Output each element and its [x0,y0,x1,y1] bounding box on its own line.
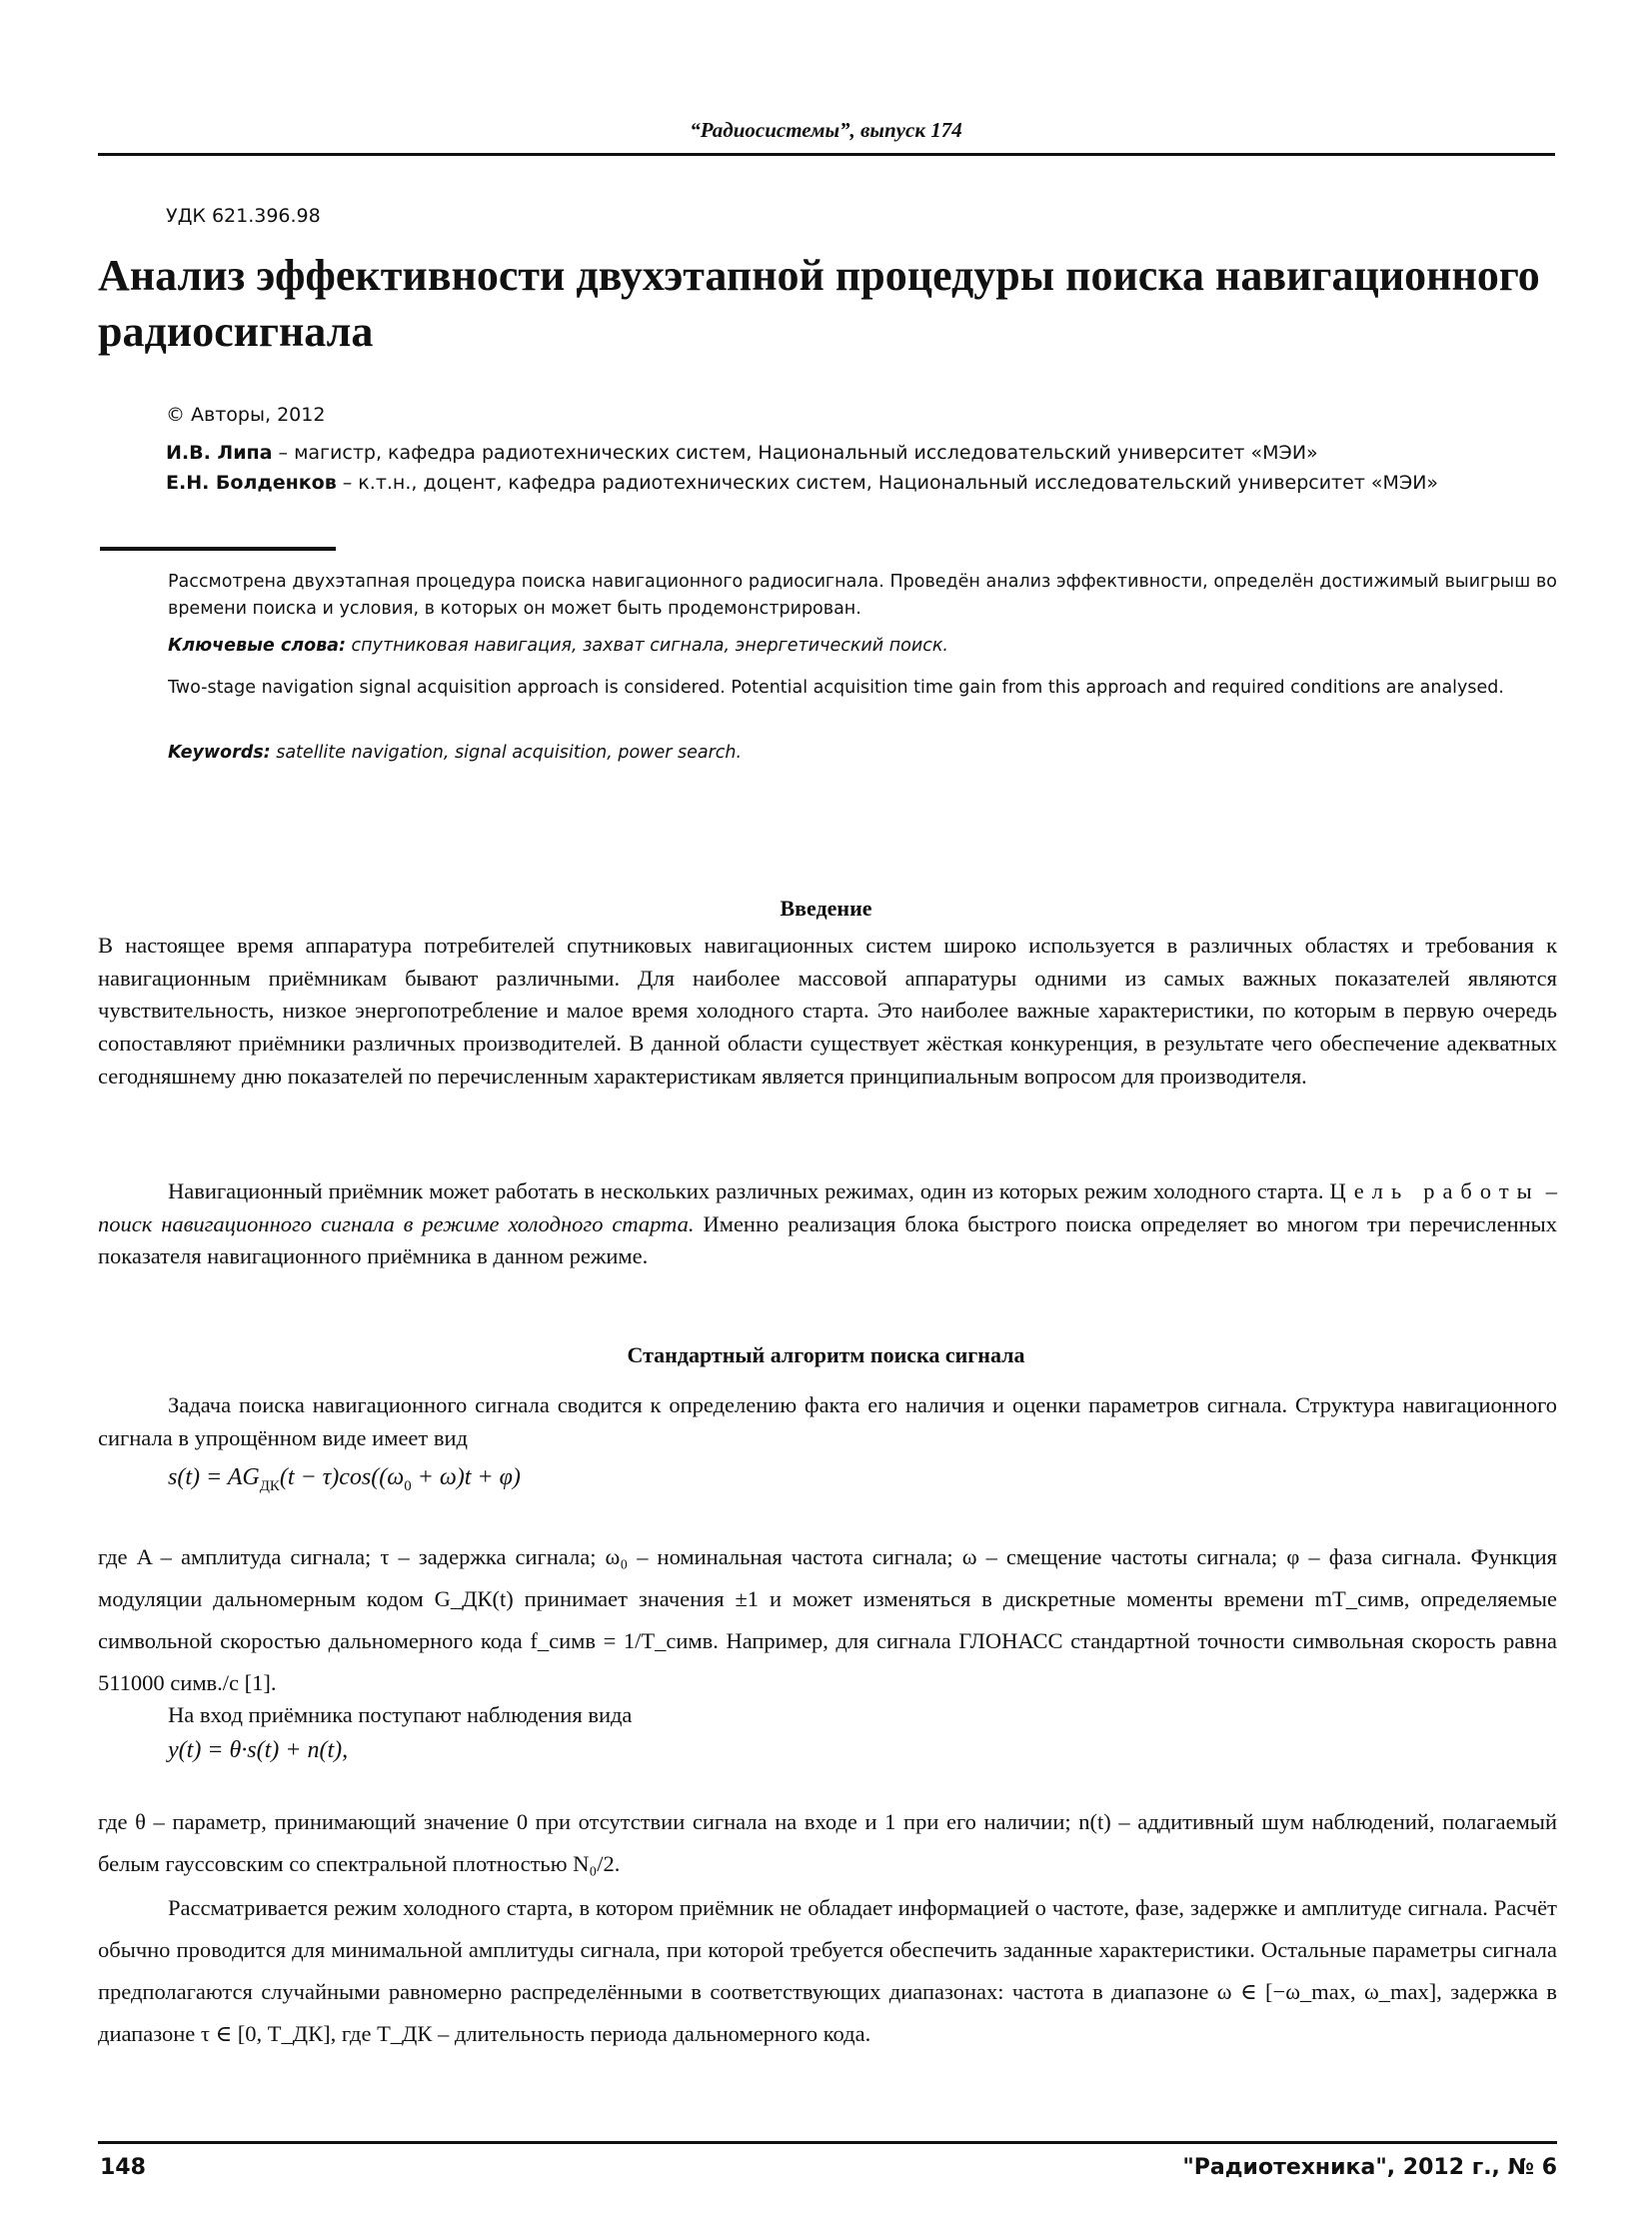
article-title: Анализ эффективности двухэтапной процедуры поиска навигационного радиосигнала [98,251,1540,356]
author-affiliation: – магистр, кафедра радиотехнических систем, Национальный исследовательский университет «МЭИ» [272,442,1318,464]
keywords-ru-text: спутниковая навигация, захват сигнала, энергетический поиск. [345,636,948,656]
keywords-ru [168,633,1557,660]
formula-subscript: 0 [404,1477,412,1494]
udk-code: УДК 621.396.98 [166,205,321,227]
authors-rule [100,547,336,551]
keywords-en-text: satellite navigation, signal acquisition, power search. [270,743,743,763]
header-rule [98,153,1555,156]
copyright: © Авторы, 2012 [166,404,326,426]
abstract-en: Two-stage navigation signal acquisition approach is considered. Potential acquisition time gain from this approach and required conditions are analysed. [168,678,1504,698]
intro-paragraph-1: В настоящее время аппаратура потребителей спутниковых навигационных систем широко используется в различных областях и требования к навигационным приёмникам бывают различными. Для наиболее массовой аппаратуры одними из самых важных показателей являются чувствительность, низкое энергопотребление и малое время холодного старта. Это наиболее важные характеристики, по которым в первую очередь сопоставляют приёмники различных производителей. В данной области существует жёсткая конкуренция, в результате чего обеспечение адекватных сегодняшнему дню показателей по перечисленным характеристикам является принципиальным вопросом для производителя. [98,933,1557,1089]
goal-dash: – [1539,1178,1558,1203]
signal-formula [168,1464,521,1495]
standard-paragraph-2: где A – амплитуда сигнала; τ – задержка сигнала; ω₀ – номинальная частота сигнала; ω – смещение частоты сигнала; φ – фаза сигнала. Функция модуляции дальномерным кодом G_ДК(t) принимает значения ±1 и может изменяться в дискретные моменты времени mT_симв, определяемые символьной скоростью дальномерного кода f_симв = 1/T_симв. Например, для сигнала ГЛОНАСС стандартной точности символьная скорость равна 511000 симв./с [1]. [98,1544,1557,1695]
intro-text: Навигационный приёмник может работать в нескольких различных режимах, один из которых режим холодного старта. [168,1178,1330,1203]
author-entry [166,468,1557,498]
section-heading-intro: Введение [780,896,872,921]
journal-citation: "Радиотехника", 2012 г., № 6 [1182,2155,1557,2180]
intro-text-end: Именно реализация блока быстрого поиска определяет во многом три перечисленных показателя навигационного приёмника в данном режиме. [98,1210,1558,1269]
formula-part: (t − τ)cos((ω [279,1464,405,1490]
page-number: 148 [100,2155,146,2180]
goal-text: поиск навигационного сигнала в режиме холодного старта. [98,1210,695,1236]
abstract-ru: Рассмотрена двухэтапная процедура поиска навигационного радиосигнала. Проведён анализ эффективности, определён достижимый выигрыш во времени поиска и условия, в которых он может быть продемонстрирован. [168,572,1557,619]
standard-paragraph-5: Рассматривается режим холодного старта, в котором приёмник не обладает информацией о частоте, фазе, задержке и амплитуде сигнала. Расчёт обычно проводится для минимальной амплитуды сигнала, при которой требуется обеспечить заданные характеристики. Остальные параметры сигнала предполагаются случайными равномерно распределёнными в соответствующих диапазонах: частота в диапазоне ω ∈ [−ω_max, ω_max], задержка в диапазоне τ ∈ [0, T_ДК], где T_ДК – длительность периода дальномерного кода. [98,1895,1557,2046]
keywords-ru-label: Ключевые слова: [168,636,346,656]
section-heading-standard-algorithm: Стандартный алгоритм поиска сигнала [627,1342,1025,1367]
authors-block [166,438,1557,498]
formula-subscript: ДК [259,1477,280,1494]
formula-part: s(t) = AG [168,1464,260,1490]
intro-paragraph-2 [98,1175,1557,1273]
standard-paragraph-4: где θ – параметр, принимающий значение 0 при отсутствии сигнала на входе и 1 при его наличии; n(t) – аддитивный шум наблюдений, полагаемый белым гауссовским со спектральной плотностью N₀/2. [98,1809,1557,1876]
standard-paragraph-1: Задача поиска навигационного сигнала сводится к определению факта его наличия и оценки параметров сигнала. Структура навигационного сигнала в упрощённом виде имеет вид [98,1392,1557,1450]
formula-part: + ω)t + φ) [411,1464,521,1490]
author-entry [166,438,1557,468]
author-affiliation: – к.т.н., доцент, кафедра радиотехнических систем, Национальный исследовательский университет «МЭИ» [336,472,1439,494]
goal-label: Цель работы [1329,1178,1540,1203]
keywords-en-label: Keywords: [168,743,271,763]
standard-paragraph-3: На вход приёмника поступают наблюдения вида [168,1702,633,1727]
author-name: Е.Н. Болденков [166,472,337,494]
observation-formula: y(t) = θ·s(t) + n(t), [168,1737,349,1763]
running-head: “Радиосистемы”, выпуск 174 [690,118,962,142]
footer-rule [98,2141,1557,2144]
keywords-en [168,740,1557,767]
author-name: И.В. Липа [166,442,273,464]
